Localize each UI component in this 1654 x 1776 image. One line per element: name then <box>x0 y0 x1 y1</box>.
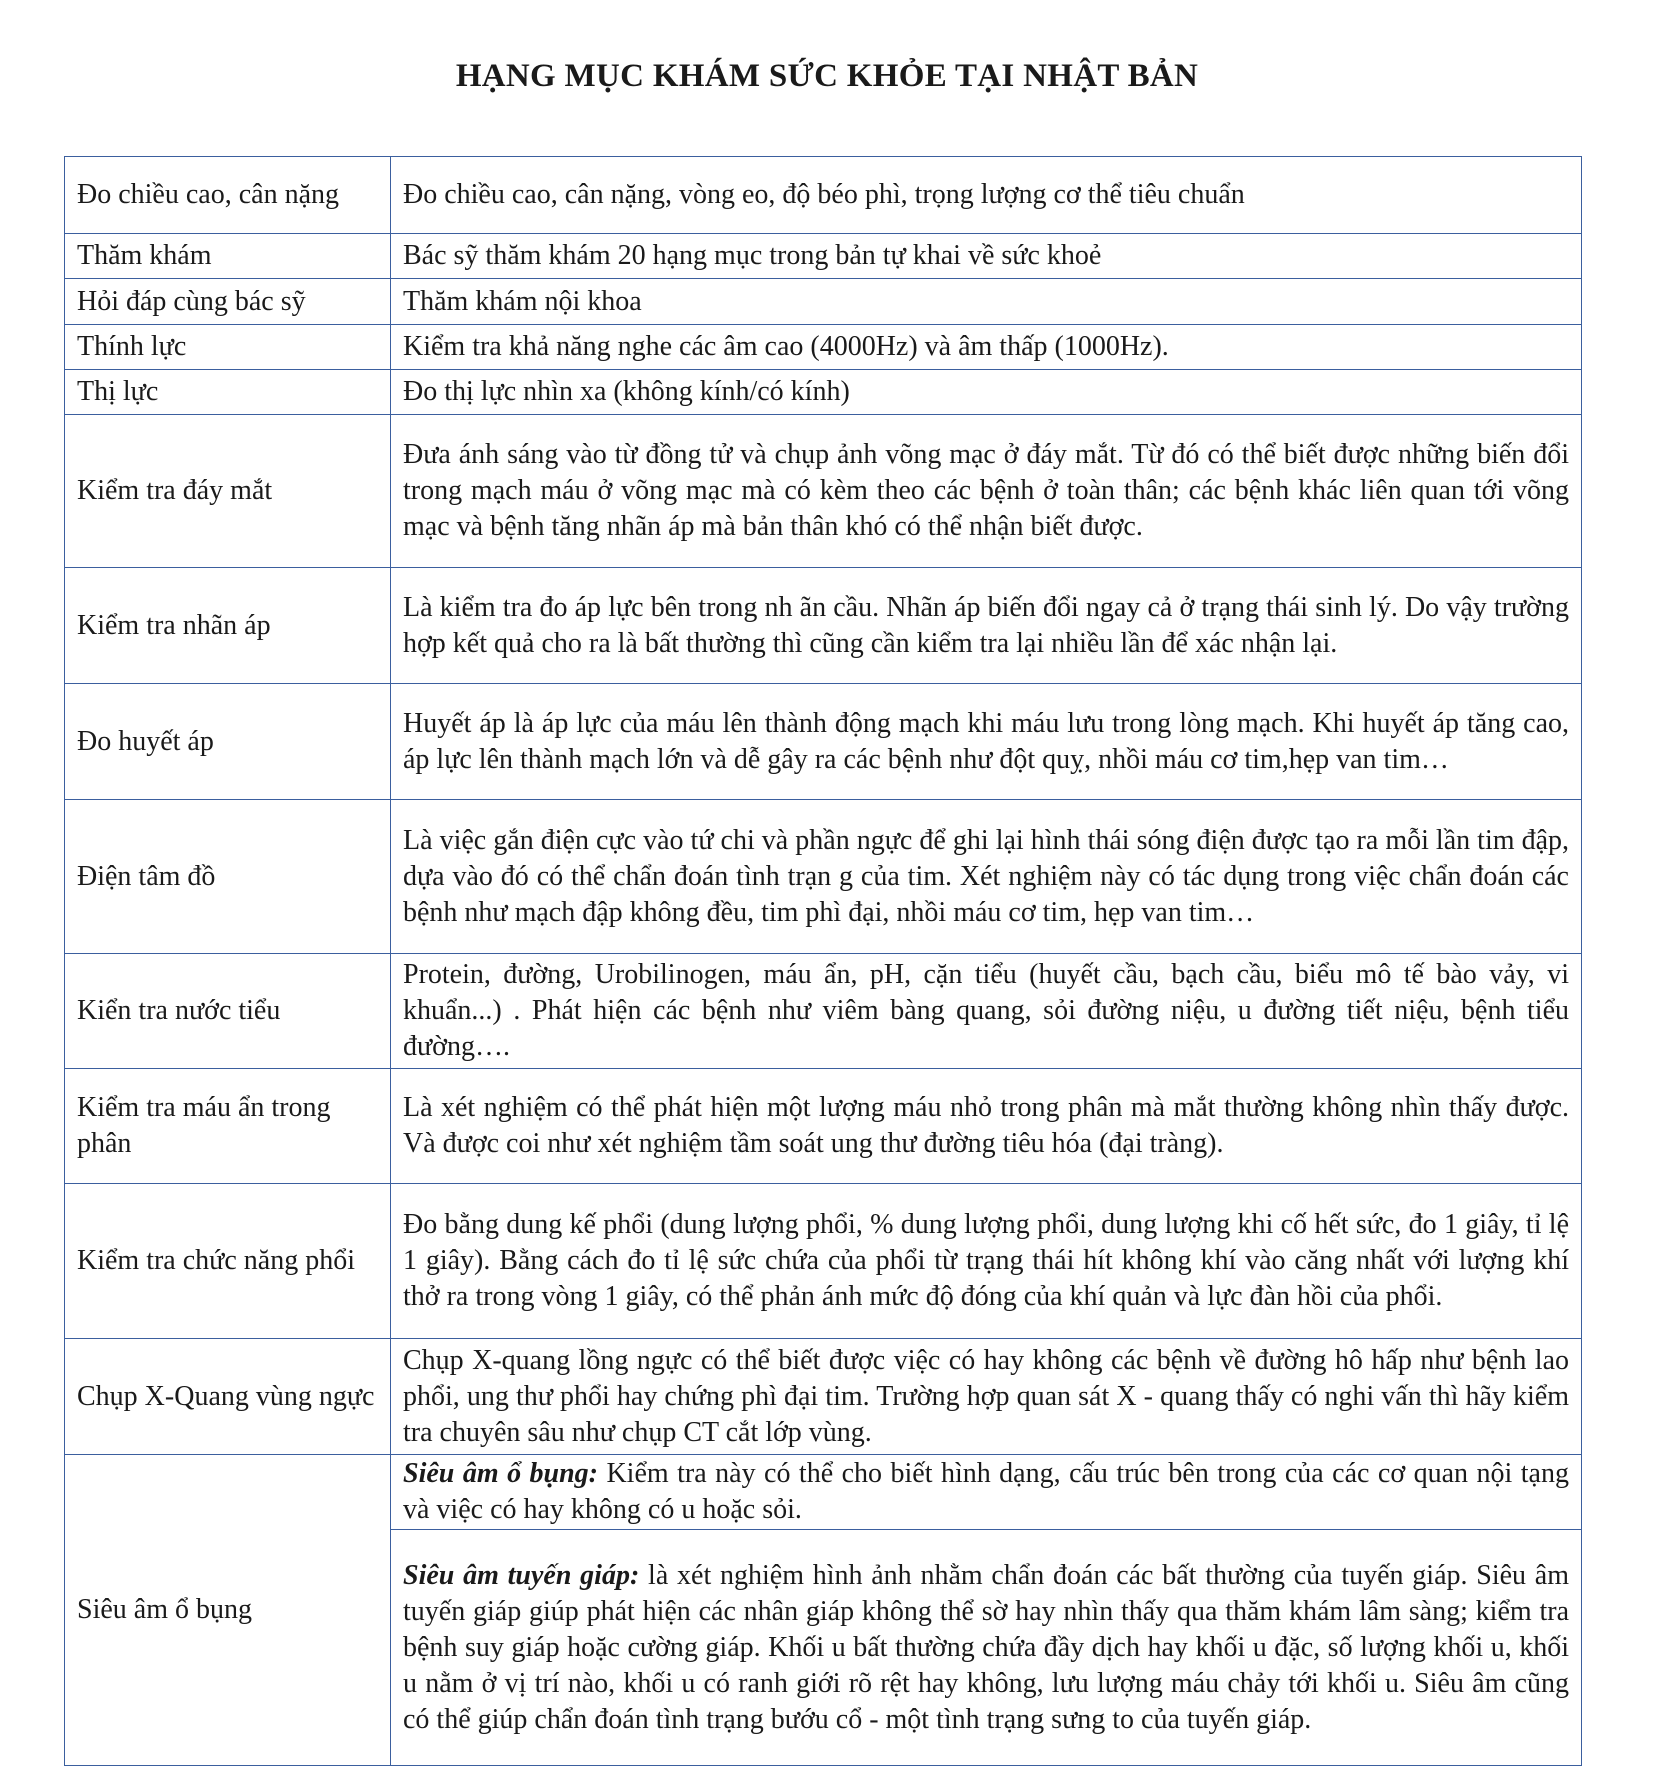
table-row <box>65 800 1582 954</box>
exam-item-description: Thăm khám nội khoa <box>391 279 1582 325</box>
table-row <box>65 370 1582 415</box>
document-title: HẠNG MỤC KHÁM SỨC KHỎE TẠI NHẬT BẢN <box>455 58 1199 94</box>
exam-item-name: Thăm khám <box>65 234 391 279</box>
exam-item-description: Chụp X-quang lồng ngực có thể biết được việc có hay không các bệnh về đường hô hấp như bệnh lao phổi, ung thư phổi hay chứng phì đại tim. Trường hợp quan sát X - quang thấy có nghi vấn thì hãy kiểm tra chuyên sâu như chụp CT cắt lớp vùng. <box>391 1339 1582 1455</box>
exam-item-name: Siêu âm ổ bụng <box>65 1455 391 1766</box>
exam-item-name: Chụp X-Quang vùng ngực <box>65 1339 391 1455</box>
exam-item-name: Hỏi đáp cùng bác sỹ <box>65 279 391 325</box>
exam-item-description: Protein, đường, Urobilinogen, máu ẩn, pH, cặn tiểu (huyết cầu, bạch cầu, biểu mô tế bào vảy, vi khuẩn...) . Phát hiện các bệnh như viêm bàng quang, sỏi đường niệu, u đường tiết niệu, bệnh tiểu đường…. <box>391 954 1582 1069</box>
exam-item-description: Đo bằng dung kế phổi (dung lượng phổi, % dung lượng phổi, dung lượng khi cố hết sức, đo 1 giây, tỉ lệ 1 giây). Bằng cách đo tỉ lệ sức chứa của phổi từ trạng thái hít không khí vào căng nhất với lượng khí thở ra trong vòng 1 giây, có thể phản ánh mức độ đóng của khí quản và lực đàn hồi của phổi. <box>391 1184 1582 1339</box>
exam-item-description: Là việc gắn điện cực vào tứ chi và phần ngực để ghi lại hình thái sóng điện được tạo ra mỗi lần tim đập, dựa vào đó có thể chẩn đoán tình trạn g của tim. Xét nghiệm này có tác dụng trong việc chẩn đoán các bệnh như mạch đập không đều, tim phì đại, nhồi máu cơ tim, hẹp van tim… <box>391 800 1582 954</box>
exam-item-description: Huyết áp là áp lực của máu lên thành động mạch khi máu lưu trong lòng mạch. Khi huyết áp tăng cao, áp lực lên thành mạch lớn và dễ gây ra các bệnh như đột quỵ, nhồi máu cơ tim,hẹp van tim… <box>391 684 1582 800</box>
exam-item-name: Thính lực <box>65 325 391 370</box>
table-row <box>65 684 1582 800</box>
exam-item-description: Bác sỹ thăm khám 20 hạng mục trong bản tự khai về sức khoẻ <box>391 234 1582 279</box>
abdominal-ultrasound-label: Siêu âm ổ bụng: <box>403 1458 598 1489</box>
exam-item-name: Kiểm tra đáy mắt <box>65 415 391 568</box>
table-row <box>65 568 1582 684</box>
exam-item-description <box>391 1530 1582 1766</box>
exam-item-name: Kiểm tra chức năng phổi <box>65 1184 391 1339</box>
exam-item-description: Là xét nghiệm có thể phát hiện một lượng máu nhỏ trong phân mà mắt thường không nhìn thấy được. Và được coi như xét nghiệm tầm soát ung thư đường tiêu hóa (đại tràng). <box>391 1069 1582 1184</box>
exam-item-name: Kiểm tra nhãn áp <box>65 568 391 684</box>
table-row <box>65 1069 1582 1184</box>
table-row <box>65 279 1582 325</box>
table-row <box>65 1455 1582 1530</box>
table-row <box>65 1184 1582 1339</box>
health-exam-table <box>64 156 1582 1766</box>
thyroid-ultrasound-text: là xét nghiệm hình ảnh nhằm chẩn đoán các bất thường của tuyến giáp. Siêu âm tuyến giáp giúp phát hiện các nhân giáp không thể sờ hay nhìn thấy qua thăm khám lâm sàng; kiểm tra bệnh suy giáp hoặc cường giáp. Khối u bất thường chứa đầy dịch hay khối u đặc, số lượng khối u, khối u nằm ở vị trí nào, khối u có ranh giới rõ rệt hay không, lưu lượng máu chảy tới khối u. Siêu âm cũng có thể giúp chẩn đoán tình trạng bướu cổ - một tình trạng sưng to của tuyến giáp. <box>403 1559 1570 1735</box>
table-row <box>65 325 1582 370</box>
table-row <box>65 157 1582 234</box>
abdominal-ultrasound-text: Kiểm tra này có thể cho biết hình dạng, cấu trúc bên trong của các cơ quan nội tạng và việc có hay không có u hoặc sỏi. <box>403 1458 1569 1525</box>
exam-item-description: Đo chiều cao, cân nặng, vòng eo, độ béo phì, trọng lượng cơ thể tiêu chuẩn <box>391 157 1582 234</box>
table-row <box>65 234 1582 279</box>
exam-item-description: Đo thị lực nhìn xa (không kính/có kính) <box>391 370 1582 415</box>
exam-item-name: Kiển tra nước tiểu <box>65 954 391 1069</box>
exam-item-description: Kiểm tra khả năng nghe các âm cao (4000Hz) và âm thấp (1000Hz). <box>391 325 1582 370</box>
thyroid-ultrasound-label: Siêu âm tuyến giáp: <box>403 1559 640 1591</box>
exam-item-name: Điện tâm đồ <box>65 800 391 954</box>
table-row <box>65 415 1582 568</box>
exam-item-name: Kiểm tra máu ẩn trong phân <box>65 1069 391 1184</box>
exam-item-description <box>391 1455 1582 1530</box>
exam-item-description: Đưa ánh sáng vào từ đồng tử và chụp ảnh võng mạc ở đáy mắt. Từ đó có thể biết được những biến đổi trong mạch máu ở võng mạc mà có kèm theo các bệnh ở toàn thân; các bệnh khác liên quan tới võng mạc và bệnh tăng nhãn áp mà bản thân khó có thể nhận biết được. <box>391 415 1582 568</box>
table-row <box>65 1339 1582 1455</box>
exam-item-name: Thị lực <box>65 370 391 415</box>
table-row <box>65 954 1582 1069</box>
exam-item-name: Đo huyết áp <box>65 684 391 800</box>
exam-item-description: Là kiểm tra đo áp lực bên trong nh ãn cầu. Nhãn áp biến đổi ngay cả ở trạng thái sinh lý. Do vậy trường hợp kết quả cho ra là bất thường thì cũng cần kiểm tra lại nhiều lần để xác nhận lại. <box>391 568 1582 684</box>
exam-item-name: Đo chiều cao, cân nặng <box>65 157 391 234</box>
